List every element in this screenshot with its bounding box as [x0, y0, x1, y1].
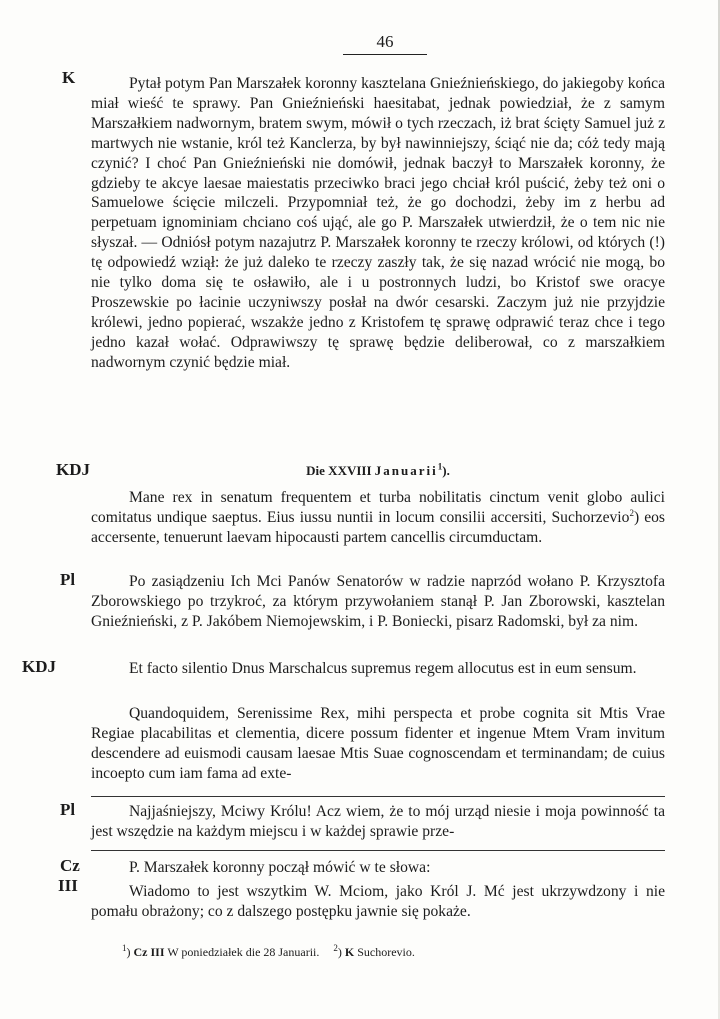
- paragraph-silentio: [91, 659, 665, 679]
- footnote-1-mark: 1: [122, 943, 127, 953]
- footnote-1-siglum: Cz III: [133, 945, 165, 959]
- paragraph-najjasniejszy: [91, 802, 665, 842]
- siglum-pl: Pl: [60, 570, 76, 589]
- heading-suffix: ).: [442, 463, 450, 478]
- footnote-ref-2: 2: [629, 507, 634, 518]
- paragraph-text: Mane rex in senatum frequentem et turba nobilitatis cinctum venit globo aulici comitatus undique saeptus. Eius iussu nuntii in locum consilii accersiti, Suchorzevio: [91, 489, 665, 526]
- footnote-ref-1: 1: [437, 461, 443, 472]
- paragraph-text: Pytał potym Pan Marszałek koronny kasztelana Gnieźnieńskiego, do jakiegoby końca miał wieść te sprawy. Pan Gnieźnieński haesitabat, jednak powiedział, że z samym Marszałkiem nadwornym, bratem swym, mówił o tych rzeczach, iż brat ścięty Samuel już z martwych nie wstanie, król też Kanclerza, by był nawinniejszy, ściąć nie da; cóż tedy mają czynić? I choć Pan Gnieźnieński nie domówił, jednak baczył to Marszałek koronny, że gdzieby te akcye laesae maiestatis przeciwko braci jego chciał król puścić, żeby też oni o Samuelowe ścięcie milczeli. Przypomniał też, że go dochodzi, żeby im z herbu ad perpetuam ignominiam chciano coś ująć, ale go P. Marszałek utwierdził, że o tem nic nie słyszał. — Odniósł potym nazajutrz P. Marszałek koronny te rzeczy królowi, od których (!) tę odpowiedź wziął: że już daleko te rzeczy zaszły tak, że się nazad wrócić nie mogą, bo nie tylko doma się te osławiło, ale i u postronnych ludzi, bo Kristof swe oracye Proszewskie po łacinie uczyniwszy posłał na dwór cesarski. Zaczym już nie przyjdzie królewi, jedno popierać, wszakże jedno z Kristofem tę sprawę odprawić teraz chce i tego jedno kazał wołać. Odprawiwszy tę sprawę będzie deliberował, co z marszałkiem nadwornym czynić będzie miał.: [91, 75, 665, 371]
- siglum-kdj-second: KDJ: [22, 657, 56, 676]
- siglum-k: K: [62, 68, 76, 87]
- page-number-rule: [343, 54, 427, 55]
- footnote-2-text: Suchorevio.: [357, 945, 415, 959]
- siglum-pl-second: Pl: [60, 800, 76, 819]
- paragraph-senators: [91, 572, 665, 632]
- page-number: 46: [376, 32, 394, 51]
- paragraph-text: Wiadomo to jest wszytkim W. Mciom, jako Król J. Mć jest ukrzywdzony i nie pomału obrażony; co z dalszego postępku jawnie się pokaże.: [91, 883, 665, 920]
- siglum-iii: III: [58, 876, 78, 895]
- paragraph-text: Et facto silentio Dnus Marschalcus supremus regem allocutus est in eum sensum.: [129, 660, 637, 677]
- paragraph-marszalek-speech: [91, 858, 665, 878]
- heading-month: Januarii: [374, 463, 438, 478]
- paragraph-text: P. Marszałek koronny począł mówić w te słowa:: [129, 859, 431, 876]
- footnotes: $^1$) Cz III W poniedziałek die 28 Januarii. $^2$) K Suchorevio.: [122, 943, 415, 959]
- paragraph-marshal-question: [91, 74, 665, 373]
- paragraph-mane-rex: [91, 488, 665, 548]
- paragraph-wiadomo: [91, 882, 665, 922]
- date-heading: [91, 462, 665, 480]
- footnote-2-siglum: K: [344, 945, 355, 959]
- paragraph-text: Quandoquidem, Serenissime Rex, mihi perspecta et probe cognita sit Mtis Vrae Regiae placabilitas et clementia, dicere possum fidenter et ingenue Mtem Vram invitum descendere ad euismodi causam laesae Mtis Suae cognoscendam et terminandam; de cuius incoepto cum iam fama ad exte-: [91, 705, 665, 782]
- siglum-cz: Cz: [60, 856, 80, 875]
- section-rule-second: [91, 850, 665, 851]
- footnote-2-mark: 2: [333, 943, 338, 953]
- section-rule: [91, 796, 665, 797]
- paragraph-text: Po zasiądzeniu Ich Mci Panów Senatorów w radzie naprzód wołano P. Krzysztofa Zborowskiego po trzykroć, za którym przywołaniem stanął P. Jan Zborowski, kasztelan Gnieźnieński, z P. Jakóbem Niemojewskim, i P. Boniecki, pisarz Radomski, był za nim.: [91, 573, 665, 630]
- siglum-kdj: KDJ: [56, 460, 90, 479]
- paragraph-text-rest: ) eos accersente, tenuerunt laevam hipocausti partem cancellis circumductam.: [91, 508, 665, 546]
- paragraph-quandoquidem: [91, 704, 665, 784]
- heading-prefix: Die XXVIII: [306, 463, 372, 478]
- footnote-1-text: W poniedziałek die 28 Januarii.: [167, 945, 320, 959]
- paragraph-text: Najjaśniejszy, Mciwy Królu! Acz wiem, że to mój urząd niesie i moja powinność ta jest wszędzie na każdym miejscu i w każdej sprawie prze-: [91, 803, 665, 840]
